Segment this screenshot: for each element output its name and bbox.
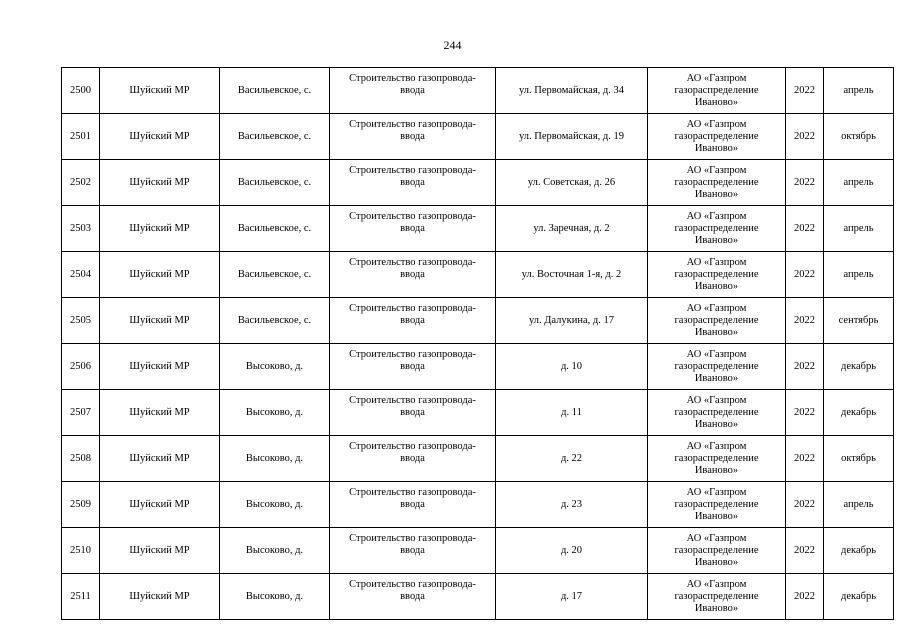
- cell-district: Шуйский МР: [100, 160, 220, 206]
- table-body: [62, 68, 894, 620]
- cell-address: д. 22: [496, 436, 648, 482]
- cell-address: ул. Первомайская, д. 19: [496, 114, 648, 160]
- cell-organization-line: Иваново»: [694, 372, 739, 384]
- cell-organization: [648, 298, 786, 344]
- cell-work-type-line: ввода: [400, 499, 425, 510]
- cell-organization: [648, 252, 786, 298]
- cell-work-type: [330, 482, 496, 528]
- page-number: 244: [443, 38, 462, 52]
- cell-work-type: [330, 206, 496, 252]
- cell-district: Шуйский МР: [100, 68, 220, 114]
- cell-work-type: [330, 160, 496, 206]
- cell-month: сентябрь: [824, 298, 894, 344]
- cell-month: апрель: [824, 68, 894, 114]
- cell-organization: [648, 160, 786, 206]
- cell-number: 2508: [62, 436, 100, 482]
- cell-district: Шуйский МР: [100, 574, 220, 620]
- cell-settlement: Васильевское, с.: [220, 252, 330, 298]
- cell-organization-line: Иваново»: [694, 556, 739, 568]
- cell-month: апрель: [824, 206, 894, 252]
- cell-settlement: Васильевское, с.: [220, 206, 330, 252]
- cell-year: 2022: [786, 298, 824, 344]
- cell-work-type-line: ввода: [400, 453, 425, 464]
- cell-work-type-line: Строительство газопровода-: [349, 73, 476, 84]
- table-row: [62, 114, 894, 160]
- cell-number: 2503: [62, 206, 100, 252]
- cell-organization-line: газораспределение: [674, 268, 759, 280]
- cell-month: декабрь: [824, 574, 894, 620]
- cell-organization-line: Иваново»: [694, 602, 739, 614]
- cell-month: апрель: [824, 482, 894, 528]
- cell-number: 2507: [62, 390, 100, 436]
- cell-year: 2022: [786, 206, 824, 252]
- cell-work-type-line: ввода: [400, 591, 425, 602]
- cell-month: апрель: [824, 252, 894, 298]
- cell-organization-line: газораспределение: [674, 360, 759, 372]
- cell-organization-line: газораспределение: [674, 498, 759, 510]
- cell-number: 2500: [62, 68, 100, 114]
- cell-organization-line: АО «Газпром: [686, 578, 747, 590]
- cell-work-type: [330, 344, 496, 390]
- table-row: [62, 160, 894, 206]
- cell-address: ул. Советская, д. 26: [496, 160, 648, 206]
- cell-month: октябрь: [824, 436, 894, 482]
- cell-district: Шуйский МР: [100, 528, 220, 574]
- cell-organization-line: газораспределение: [674, 406, 759, 418]
- table-row: [62, 528, 894, 574]
- cell-number: 2511: [62, 574, 100, 620]
- cell-work-type-line: Строительство газопровода-: [349, 579, 476, 590]
- cell-organization-line: АО «Газпром: [686, 164, 747, 176]
- cell-work-type: [330, 528, 496, 574]
- cell-work-type-line: Строительство газопровода-: [349, 303, 476, 314]
- cell-organization: [648, 114, 786, 160]
- cell-number: 2502: [62, 160, 100, 206]
- cell-year: 2022: [786, 68, 824, 114]
- cell-work-type-line: Строительство газопровода-: [349, 257, 476, 268]
- cell-work-type-line: Строительство газопровода-: [349, 533, 476, 544]
- cell-organization-line: АО «Газпром: [686, 72, 747, 84]
- cell-organization-line: Иваново»: [694, 326, 739, 338]
- table-row: [62, 68, 894, 114]
- cell-work-type: [330, 298, 496, 344]
- cell-organization-line: АО «Газпром: [686, 440, 747, 452]
- cell-year: 2022: [786, 574, 824, 620]
- cell-work-type-line: Строительство газопровода-: [349, 211, 476, 222]
- cell-organization: [648, 206, 786, 252]
- cell-year: 2022: [786, 252, 824, 298]
- cell-year: 2022: [786, 344, 824, 390]
- gasification-table: [61, 67, 894, 620]
- cell-address: ул. Далукина, д. 17: [496, 298, 648, 344]
- cell-organization: [648, 482, 786, 528]
- table-row: [62, 252, 894, 298]
- cell-settlement: Васильевское, с.: [220, 298, 330, 344]
- cell-year: 2022: [786, 482, 824, 528]
- cell-organization: [648, 390, 786, 436]
- table-row: [62, 390, 894, 436]
- cell-work-type-line: ввода: [400, 269, 425, 280]
- cell-organization: [648, 574, 786, 620]
- cell-organization: [648, 344, 786, 390]
- cell-work-type-line: Строительство газопровода-: [349, 395, 476, 406]
- cell-address: ул. Заречная, д. 2: [496, 206, 648, 252]
- cell-settlement: Высоково, д.: [220, 344, 330, 390]
- cell-address: ул. Восточная 1-я, д. 2: [496, 252, 648, 298]
- cell-work-type: [330, 68, 496, 114]
- cell-work-type-line: ввода: [400, 407, 425, 418]
- cell-work-type-line: ввода: [400, 361, 425, 372]
- cell-settlement: Высоково, д.: [220, 390, 330, 436]
- cell-organization-line: газораспределение: [674, 130, 759, 142]
- cell-organization-line: Иваново»: [694, 142, 739, 154]
- cell-work-type-line: ввода: [400, 85, 425, 96]
- cell-organization-line: Иваново»: [694, 188, 739, 200]
- cell-organization-line: газораспределение: [674, 176, 759, 188]
- cell-work-type: [330, 574, 496, 620]
- cell-work-type-line: ввода: [400, 131, 425, 142]
- cell-work-type-line: Строительство газопровода-: [349, 349, 476, 360]
- cell-work-type-line: Строительство газопровода-: [349, 165, 476, 176]
- cell-organization-line: газораспределение: [674, 544, 759, 556]
- cell-number: 2510: [62, 528, 100, 574]
- cell-organization-line: газораспределение: [674, 314, 759, 326]
- table-row: [62, 206, 894, 252]
- cell-work-type-line: ввода: [400, 545, 425, 556]
- cell-district: Шуйский МР: [100, 206, 220, 252]
- cell-district: Шуйский МР: [100, 482, 220, 528]
- cell-month: декабрь: [824, 344, 894, 390]
- cell-district: Шуйский МР: [100, 298, 220, 344]
- cell-address: д. 10: [496, 344, 648, 390]
- table-row: [62, 482, 894, 528]
- cell-organization-line: АО «Газпром: [686, 210, 747, 222]
- cell-organization-line: газораспределение: [674, 84, 759, 96]
- table-row: [62, 574, 894, 620]
- cell-organization-line: Иваново»: [694, 418, 739, 430]
- cell-organization-line: АО «Газпром: [686, 118, 747, 130]
- cell-organization-line: Иваново»: [694, 280, 739, 292]
- cell-work-type-line: ввода: [400, 177, 425, 188]
- cell-number: 2509: [62, 482, 100, 528]
- cell-work-type-line: ввода: [400, 223, 425, 234]
- cell-number: 2506: [62, 344, 100, 390]
- cell-district: Шуйский МР: [100, 114, 220, 160]
- cell-organization-line: АО «Газпром: [686, 486, 747, 498]
- cell-address: д. 17: [496, 574, 648, 620]
- cell-settlement: Высоково, д.: [220, 482, 330, 528]
- cell-district: Шуйский МР: [100, 344, 220, 390]
- cell-organization-line: Иваново»: [694, 234, 739, 246]
- cell-settlement: Высоково, д.: [220, 528, 330, 574]
- cell-work-type-line: Строительство газопровода-: [349, 119, 476, 130]
- cell-organization-line: АО «Газпром: [686, 348, 747, 360]
- cell-address: д. 20: [496, 528, 648, 574]
- cell-number: 2505: [62, 298, 100, 344]
- cell-district: Шуйский МР: [100, 390, 220, 436]
- cell-organization-line: газораспределение: [674, 452, 759, 464]
- table-row: [62, 298, 894, 344]
- cell-settlement: Высоково, д.: [220, 436, 330, 482]
- cell-month: апрель: [824, 160, 894, 206]
- cell-work-type-line: ввода: [400, 315, 425, 326]
- cell-address: ул. Первомайская, д. 34: [496, 68, 648, 114]
- cell-organization-line: газораспределение: [674, 590, 759, 602]
- cell-month: октябрь: [824, 114, 894, 160]
- cell-organization-line: АО «Газпром: [686, 302, 747, 314]
- cell-year: 2022: [786, 390, 824, 436]
- cell-settlement: Высоково, д.: [220, 574, 330, 620]
- cell-month: декабрь: [824, 390, 894, 436]
- cell-work-type: [330, 114, 496, 160]
- cell-year: 2022: [786, 160, 824, 206]
- cell-organization-line: Иваново»: [694, 96, 739, 108]
- cell-month: декабрь: [824, 528, 894, 574]
- cell-year: 2022: [786, 436, 824, 482]
- cell-year: 2022: [786, 528, 824, 574]
- cell-organization-line: АО «Газпром: [686, 532, 747, 544]
- cell-district: Шуйский МР: [100, 252, 220, 298]
- cell-organization-line: Иваново»: [694, 510, 739, 522]
- cell-organization: [648, 436, 786, 482]
- cell-number: 2501: [62, 114, 100, 160]
- cell-organization-line: АО «Газпром: [686, 394, 747, 406]
- cell-organization: [648, 68, 786, 114]
- cell-work-type-line: Строительство газопровода-: [349, 487, 476, 498]
- cell-number: 2504: [62, 252, 100, 298]
- cell-organization-line: АО «Газпром: [686, 256, 747, 268]
- cell-address: д. 11: [496, 390, 648, 436]
- cell-year: 2022: [786, 114, 824, 160]
- cell-settlement: Васильевское, с.: [220, 68, 330, 114]
- cell-organization: [648, 528, 786, 574]
- cell-settlement: Васильевское, с.: [220, 160, 330, 206]
- table-row: [62, 344, 894, 390]
- cell-work-type-line: Строительство газопровода-: [349, 441, 476, 452]
- table-row: [62, 436, 894, 482]
- cell-organization-line: Иваново»: [694, 464, 739, 476]
- cell-district: Шуйский МР: [100, 436, 220, 482]
- cell-work-type: [330, 436, 496, 482]
- cell-organization-line: газораспределение: [674, 222, 759, 234]
- cell-work-type: [330, 390, 496, 436]
- cell-work-type: [330, 252, 496, 298]
- cell-settlement: Васильевское, с.: [220, 114, 330, 160]
- cell-address: д. 23: [496, 482, 648, 528]
